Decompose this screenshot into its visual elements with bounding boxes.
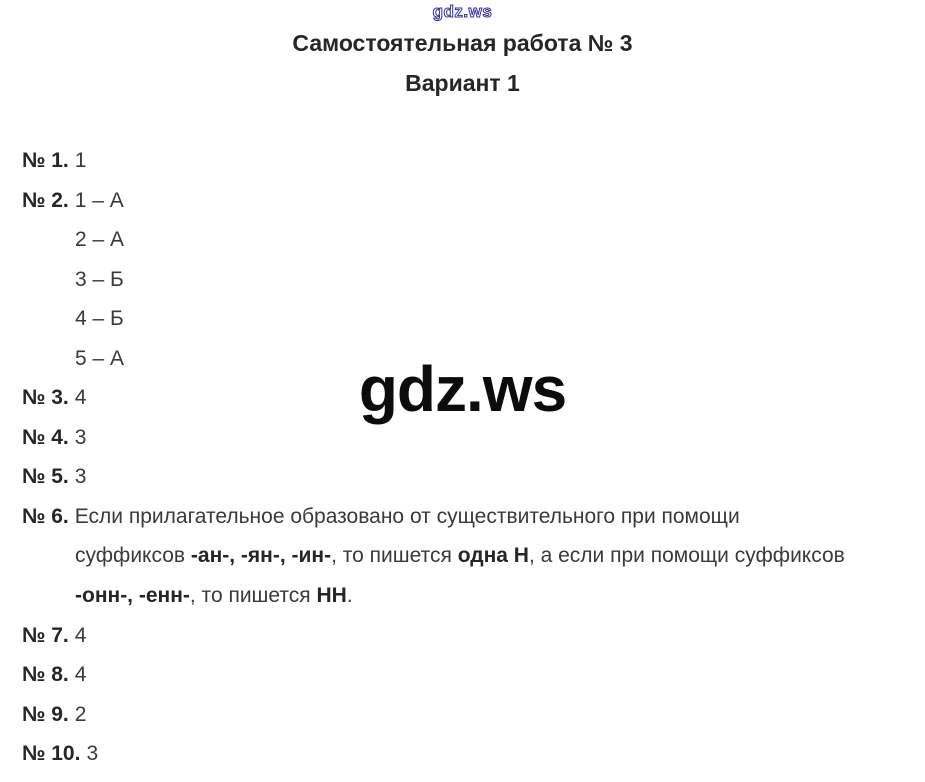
answer-line — [22, 734, 915, 774]
answer-line — [22, 299, 915, 339]
answer-text: 3 – Б — [75, 267, 124, 291]
answer-number-label: № 4. — [22, 425, 69, 449]
site-logo: gdz.ws — [432, 2, 493, 21]
answer-text: 3 — [86, 742, 99, 766]
page-title: Самостоятельная работа № 3 — [292, 30, 633, 56]
answer-text: 1 — [74, 149, 87, 172]
answer-text: 4 — [74, 386, 87, 410]
answer-line — [22, 141, 915, 181]
variant-subtitle: Вариант 1 — [405, 70, 520, 96]
answers-list — [22, 141, 915, 774]
answer-line — [22, 339, 915, 379]
answer-text: 4 – Б — [75, 307, 124, 331]
answer-line — [22, 497, 915, 537]
answer-number-label: № 7. — [22, 623, 69, 647]
answer-number-label: № 9. — [22, 702, 69, 726]
answer-text: Если прилагательное образовано от существительного при помощи — [74, 504, 740, 528]
answer-text: . — [346, 584, 353, 608]
answer-text: 2 — [74, 702, 87, 726]
answer-text: 2 – А — [75, 228, 125, 252]
answer-line — [22, 457, 915, 497]
watermark-text: gdz.ws — [358, 353, 567, 425]
answer-text: 4 — [74, 663, 87, 687]
answer-line — [22, 616, 915, 656]
answer-line — [22, 181, 915, 221]
answer-line — [22, 695, 915, 735]
answer-text: суффиксов — [75, 544, 191, 568]
answer-text: 1 – А — [74, 188, 124, 212]
answer-number-label: № 2. — [22, 188, 69, 212]
answer-number-label: № 6. — [22, 504, 69, 528]
answer-line — [22, 220, 915, 260]
answer-number-label: № 10. — [22, 742, 81, 766]
answer-line — [22, 576, 915, 616]
answer-text: -онн-, -енн- — [75, 584, 190, 608]
answer-line — [22, 378, 915, 418]
answer-text: 3 — [74, 425, 87, 449]
answer-line — [22, 655, 915, 695]
answer-line — [22, 260, 915, 300]
answer-text: , то пишется — [331, 544, 458, 568]
answer-number-label: № 1. — [22, 149, 69, 172]
answer-text: НН — [316, 584, 347, 608]
answer-text: 5 – А — [75, 346, 125, 370]
answer-number-label: № 8. — [22, 663, 69, 687]
answer-number-label: № 3. — [22, 386, 69, 410]
answer-text: 4 — [74, 623, 87, 647]
answer-line — [22, 536, 915, 576]
answer-text: , а если при помощи суффиксов — [528, 544, 845, 568]
answer-text: -ан-, -ян-, -ин- — [190, 544, 332, 568]
answer-text: , то пишется — [189, 584, 317, 608]
answer-text: 3 — [74, 465, 87, 489]
answer-number-label: № 5. — [22, 465, 69, 489]
answer-text: одна Н — [457, 544, 529, 568]
answer-line — [22, 418, 915, 458]
